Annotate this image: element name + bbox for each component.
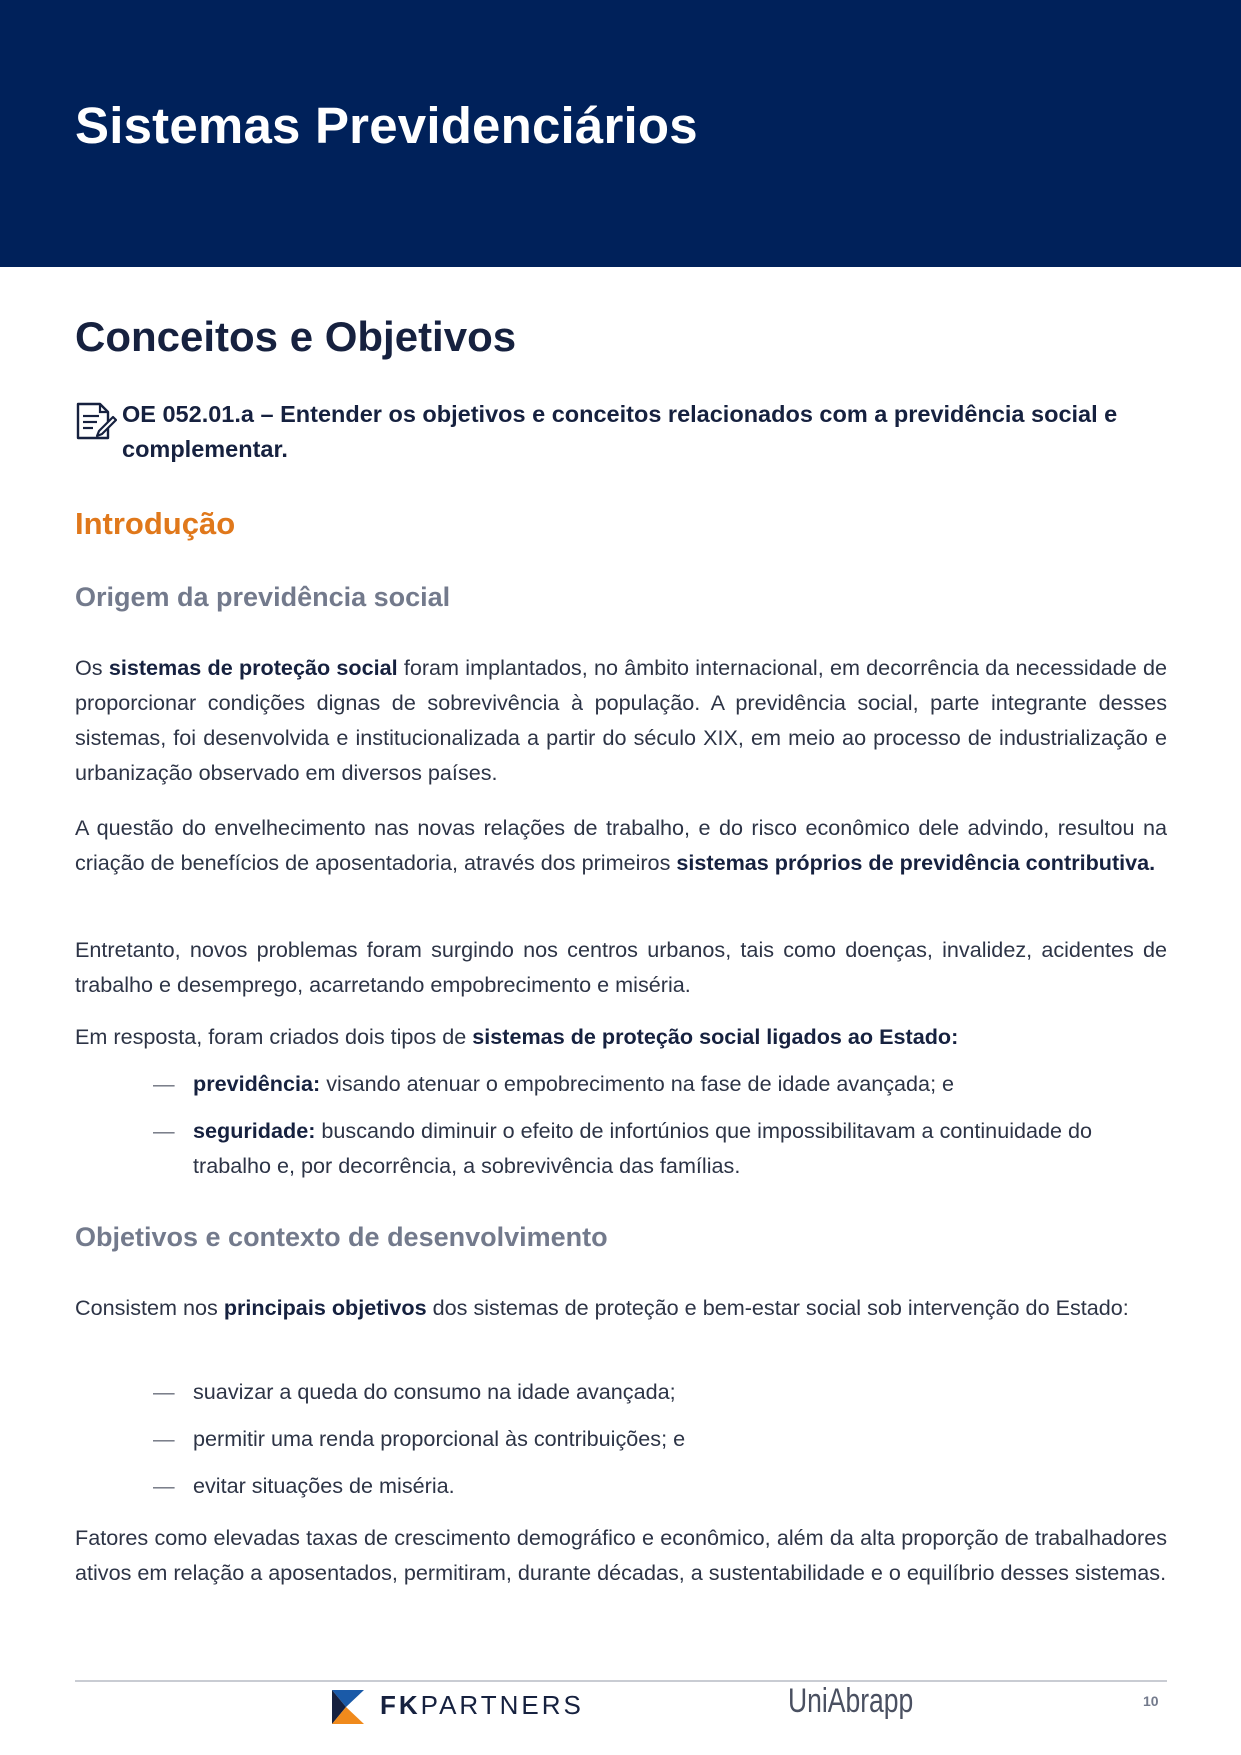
origin-paragraph-2: A questão do envelhecimento nas novas relações de trabalho, e do risco econômico dele advindo, resultou na criação de benefícios de aposentadoria, através dos primeiros sistemas próprios de previdência contributiva. (75, 815, 1167, 875)
document-edit-icon (75, 400, 117, 442)
emphasis: sistemas próprios de previdência contributiva. (676, 850, 1156, 875)
learning-objective (75, 397, 1167, 467)
objectives-paragraph-1: Consistem nos principais objetivos dos sistemas de proteção e bem-estar social sob intervenção do Estado: (75, 1295, 1129, 1320)
dash-bullet: — (153, 1473, 175, 1498)
emphasis: principais objetivos (223, 1295, 427, 1320)
protection-systems-list (75, 1066, 1167, 1183)
emphasis: sistemas de proteção social (108, 655, 398, 680)
origin-paragraph-3: Entretanto, novos problemas foram surgindo nos centros urbanos, tais como doenças, invalidez, acidentes de trabalho e desemprego, acarretando empobrecimento e miséria. (75, 937, 1167, 997)
objectives-paragraph-2: Fatores como elevadas taxas de crescimento demográfico e econômico, além da alta proporção de trabalhadores ativos em relação a aposentados, permitiram, durante décadas, a sustentabilidade e o equilíbrio desses sistemas. (75, 1525, 1167, 1585)
origin-paragraph-1: Os sistemas de proteção social foram implantados, no âmbito internacional, em decorrência da necessidade de proporcionar condições dignas de sobrevivência à população. A previdência social, parte integrante desses sistemas, foi desenvolvida e institucionalizada a partir do século XIX, em meio ao processo de industrialização e urbanização observado em diversos países. (75, 655, 1168, 785)
fk-partners-logo-icon (332, 1690, 364, 1724)
intro-heading: Introdução (75, 506, 236, 541)
page-number: 10 (1143, 1693, 1159, 1709)
uniabrapp-logo-text: UniAbrapp (788, 1682, 914, 1720)
list-item: — permitir uma renda proporcional às contribuições; e (75, 1421, 1167, 1456)
origin-paragraph-4: Em resposta, foram criados dois tipos de sistemas de proteção social ligados ao Estado: (75, 1024, 959, 1049)
list-item: — seguridade: buscando diminuir o efeito de infortúnios que impossibilitavam a continuidade do trabalho e, por decorrência, a sobrevivência das famílias. (75, 1113, 1167, 1183)
objectives-list (75, 1374, 1167, 1503)
dash-bullet: — (153, 1379, 175, 1404)
dash-bullet: — (153, 1071, 175, 1096)
objective-text: OE 052.01.a – Entender os objetivos e conceitos relacionados com a previdência social e complementar. (122, 401, 1118, 462)
origin-heading: Origem da previdência social (75, 582, 451, 612)
emphasis: sistemas de proteção social ligados ao Estado: (472, 1024, 959, 1049)
list-item: — suavizar a queda do consumo na idade avançada; (75, 1374, 1167, 1409)
footer-divider (75, 1680, 1167, 1682)
list-item: — previdência: visando atenuar o empobrecimento na fase de idade avançada; e (75, 1066, 1167, 1101)
fk-partners-logo-text: FKPARTNERS (380, 1690, 584, 1720)
objectives-heading: Objetivos e contexto de desenvolvimento (75, 1222, 608, 1252)
section-title: Conceitos e Objetivos (75, 313, 517, 360)
page-title: Sistemas Previdenciários (75, 97, 698, 154)
list-item: — evitar situações de miséria. (75, 1468, 1167, 1503)
dash-bullet: — (153, 1118, 175, 1143)
dash-bullet: — (153, 1426, 175, 1451)
